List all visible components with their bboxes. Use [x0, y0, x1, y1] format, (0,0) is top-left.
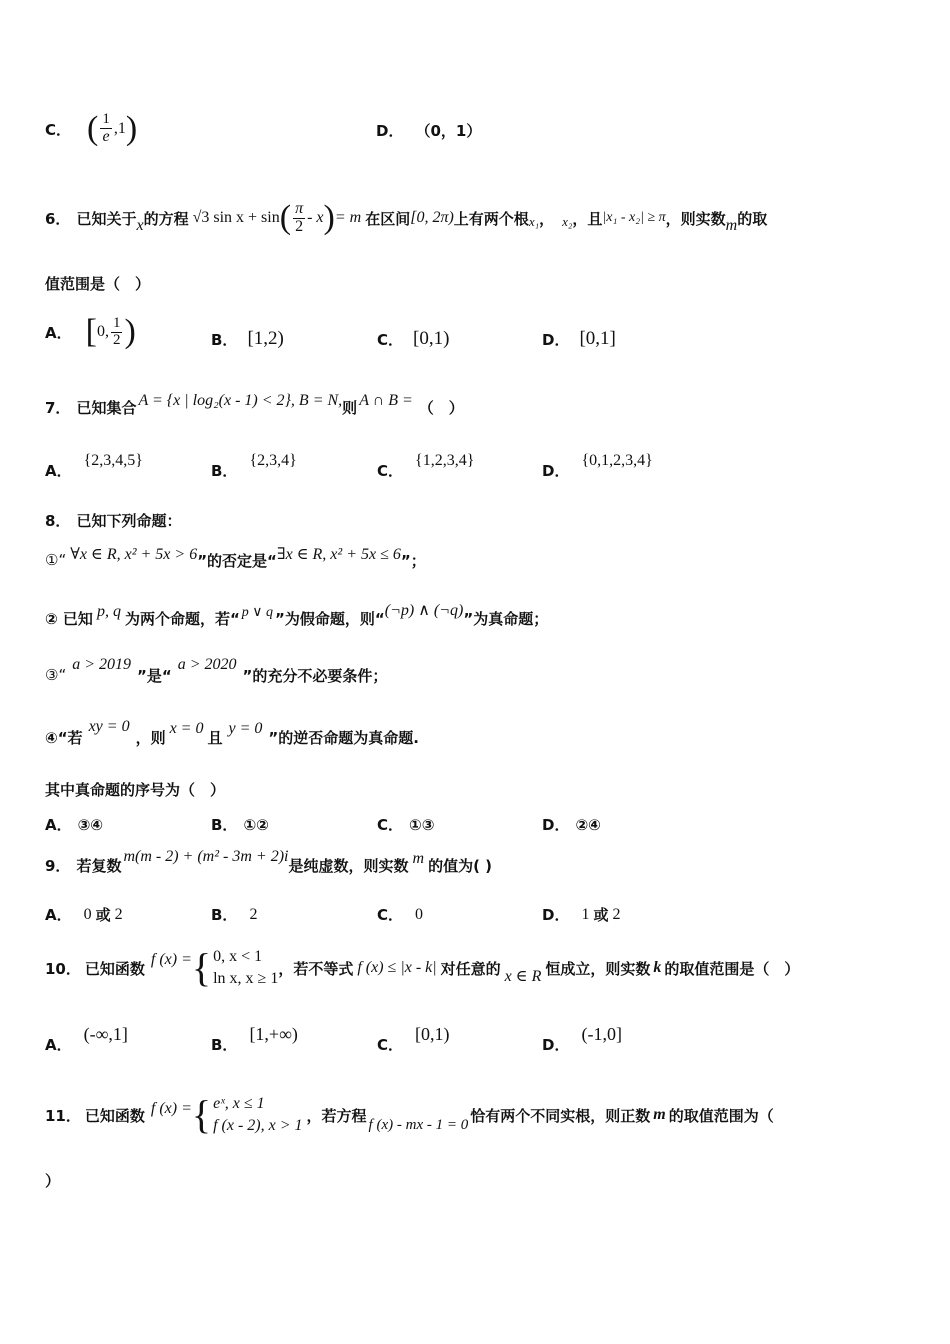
question-6: 6． 已知关于 x 的方程 √3 sin x + sin ( $\frac{\pi}{2}$ - x ) = m 在区间 [0, 2π) 上有两个根 x₁ ， x₂ ，且 |x₁ - x₂| ≥ π ，则实数 m 的取	[45, 199, 768, 236]
q5-option-d[interactable]: D． （0，1）	[376, 121, 482, 140]
q8-option-c[interactable]: C． ①③	[377, 815, 435, 834]
q7-option-d[interactable]: D． {0,1,2,3,4}	[542, 451, 653, 480]
pi-over-2-fraction: $\frac{\pi}{2}$	[295, 199, 304, 235]
q6-line-2: 值范围是（ ）	[45, 275, 151, 293]
q7-option-c[interactable]: C． {1,2,3,4}	[377, 451, 475, 480]
question-9: 9． 若复数 m(m - 2) + (m² - 3m + 2)i 是纯虚数，则实数 m 的值为( )	[45, 848, 492, 875]
q10-option-d[interactable]: D． (-1,0]	[542, 1024, 622, 1054]
q10-option-b[interactable]: B． [1,+∞)	[211, 1024, 298, 1054]
proposition-4: ④“若 xy = 0 ，则 x = 0 且 y = 0 ”的逆否命题为真命题.	[45, 718, 419, 747]
fraction: $\frac{1}{e}$	[102, 111, 110, 145]
fraction: $\frac{1}{2}$	[112, 314, 121, 348]
q10-option-a[interactable]: A． (-∞,1]	[45, 1024, 128, 1054]
q7-option-a[interactable]: A． {2,3,4,5}	[45, 451, 143, 480]
q11-line-2: ）	[45, 1172, 61, 1190]
question-11: 11． 已知函数 f (x) = { eˣ, x ≤ 1 f (x - 2), x > 1 ，若方程 f (x) - mx - 1 = 0 恰有两个不同实根，则正数 m 的取值范围为（	[45, 1092, 774, 1137]
q9-option-b[interactable]: B． 2	[211, 905, 258, 924]
q10-option-c[interactable]: C． [0,1)	[377, 1024, 450, 1054]
question-7: 7． 已知集合 A = {x | log₂(x - 1) < 2}, B = N, 则 A ∩ B = （ ）	[45, 392, 464, 417]
q6-option-c[interactable]: C． [0,1)	[377, 328, 450, 349]
q9-option-d[interactable]: D． 1 或 2	[542, 905, 621, 924]
q6-option-d[interactable]: D． [0,1]	[542, 328, 616, 349]
q8-option-a[interactable]: A． ③④	[45, 815, 104, 834]
proposition-2: ② 已知 p, q 为两个命题，若“ p ∨ q ”为假命题，则“ (¬p) ∧ (¬q) ”为真命题；	[45, 602, 549, 628]
proposition-3: ③“ a > 2019 ”是“ a > 2020 ”的充分不必要条件；	[45, 656, 388, 685]
q8-option-b[interactable]: B． ①②	[211, 815, 269, 834]
piecewise-cases: 0, x < 1 ln x, x ≥ 1	[213, 948, 279, 987]
q9-option-c[interactable]: C． 0	[377, 905, 424, 924]
piecewise-cases: eˣ, x ≤ 1 f (x - 2), x > 1	[213, 1095, 303, 1134]
q8-ask: 其中真命题的序号为（ ）	[45, 781, 226, 799]
q5-option-c[interactable]: C． ( $\frac{1}{e}$ ,1 )	[45, 110, 138, 147]
question-10: 10． 已知函数 f (x) = { 0, x < 1 ln x, x ≥ 1 ，若不等式 f (x) ≤ |x - k| 对任意的 x ∈ R 恒成立，则实数 k 的取值范围是（ ）	[45, 945, 800, 990]
q6-option-b[interactable]: B． [1,2)	[211, 328, 284, 349]
q6-option-a[interactable]: A． [ 0, $\frac{1}{2}$ )	[45, 313, 136, 350]
q8-option-d[interactable]: D． ②④	[542, 815, 601, 834]
q9-option-a[interactable]: A． 0 或 2	[45, 905, 123, 924]
question-8-title: 8． 已知下列命题：	[45, 512, 182, 530]
proposition-1: ①“ ∀x ∈ R, x² + 5x > 6 ”的否定是“ ∃x ∈ R, x² + 5x ≤ 6 ”；	[45, 546, 426, 570]
q7-option-b[interactable]: B． {2,3,4}	[211, 451, 297, 480]
